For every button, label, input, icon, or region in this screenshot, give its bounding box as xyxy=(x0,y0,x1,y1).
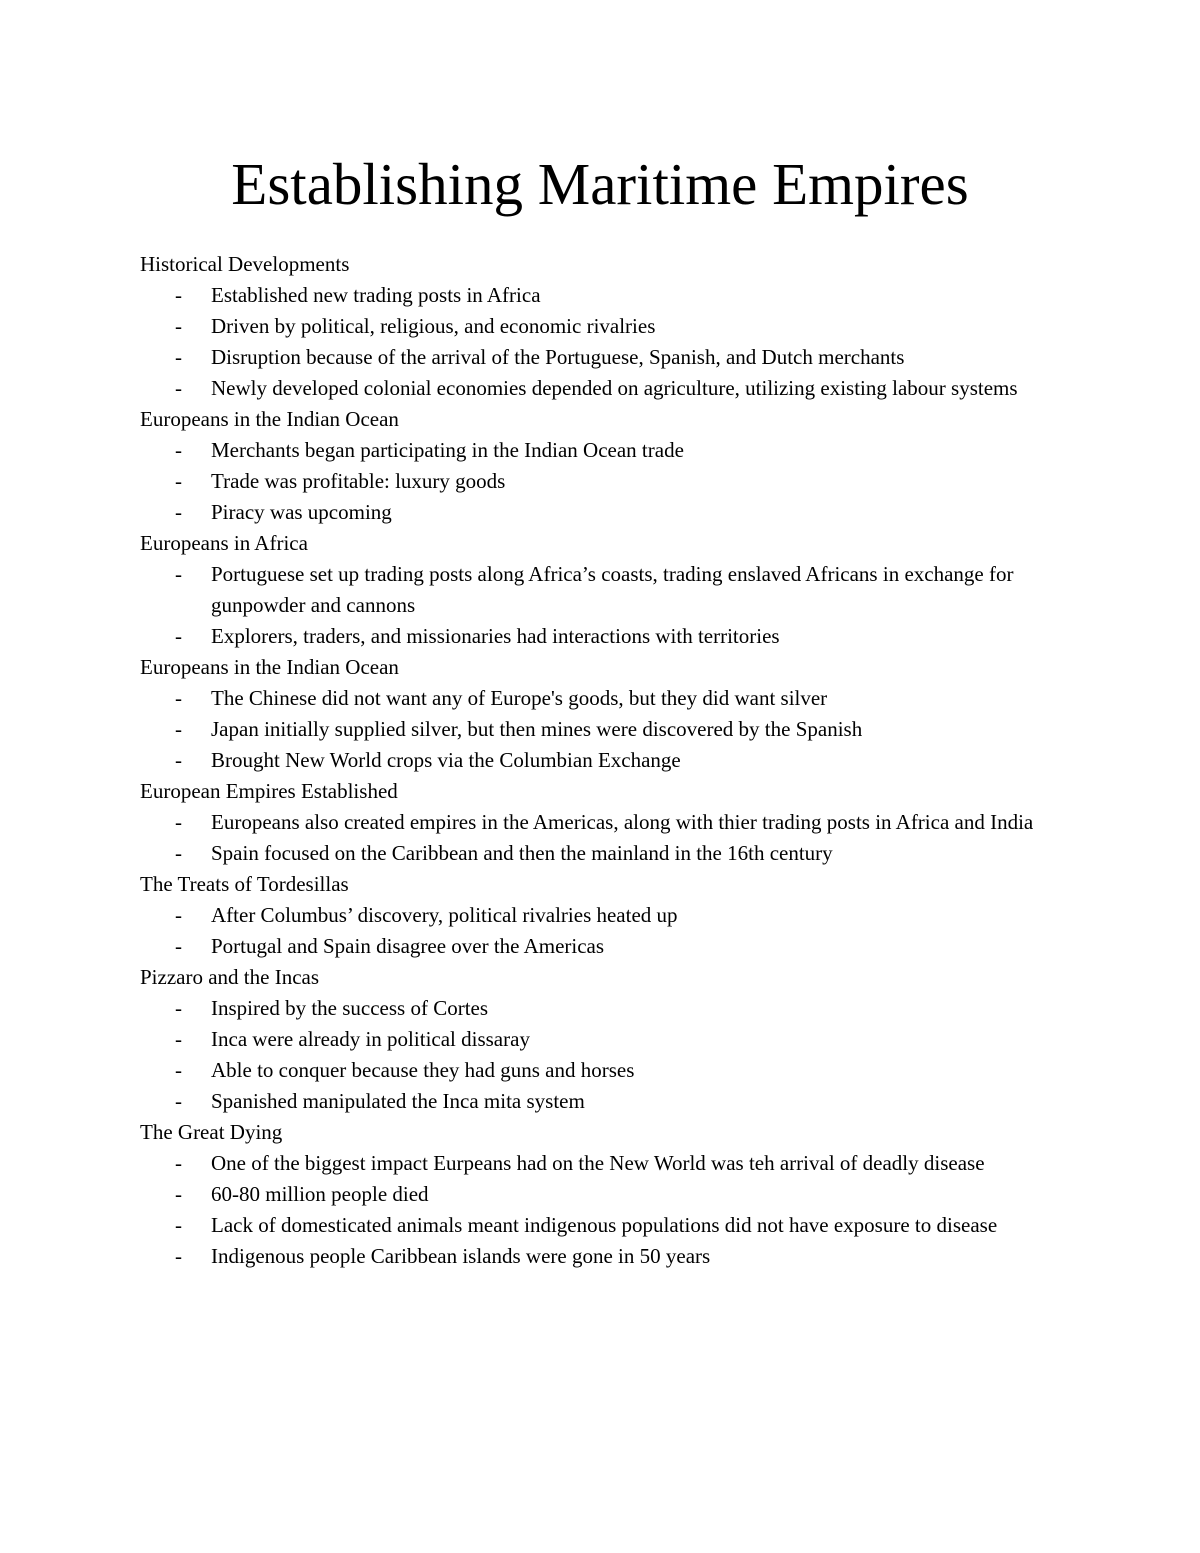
document-title: Establishing Maritime Empires xyxy=(231,151,969,217)
section xyxy=(140,962,1060,1117)
section xyxy=(140,1117,1060,1272)
bullet-list xyxy=(140,807,1060,869)
section xyxy=(140,652,1060,776)
document-body xyxy=(140,249,1060,1272)
section-heading: Pizzaro and the Incas xyxy=(140,965,320,989)
bullet-text: Disruption because of the arrival of the Portuguese, Spanish, and Dutch merchants xyxy=(211,345,905,369)
bullet-item xyxy=(140,1024,1043,1055)
dash-bullet-icon: - xyxy=(175,1027,182,1051)
dash-bullet-icon: - xyxy=(175,1151,182,1175)
section xyxy=(140,528,1060,652)
bullet-item xyxy=(140,1179,1043,1210)
bullet-text: After Columbus’ discovery, political rivalries heated up xyxy=(211,903,678,927)
bullet-item xyxy=(140,342,1043,373)
bullet-item xyxy=(140,280,1043,311)
bullet-text: Driven by political, religious, and economic rivalries xyxy=(211,314,656,338)
bullet-item xyxy=(140,1148,1043,1179)
dash-bullet-icon: - xyxy=(175,1213,182,1237)
section xyxy=(140,249,1060,404)
bullet-list xyxy=(140,993,1060,1117)
bullet-text: One of the biggest impact Eurpeans had on the New World was teh arrival of deadly disease xyxy=(211,1151,985,1175)
bullet-text: Established new trading posts in Africa xyxy=(211,283,541,307)
section-heading: Historical Developments xyxy=(140,252,350,276)
bullet-item xyxy=(140,745,1043,776)
dash-bullet-icon: - xyxy=(175,841,182,865)
dash-bullet-icon: - xyxy=(175,283,182,307)
bullet-text: Brought New World crops via the Columbian Exchange xyxy=(211,748,681,772)
dash-bullet-icon: - xyxy=(175,810,182,834)
section-heading: Europeans in the Indian Ocean xyxy=(140,655,399,679)
bullet-text: Spain focused on the Caribbean and then the mainland in the 16th century xyxy=(211,841,833,865)
dash-bullet-icon: - xyxy=(175,469,182,493)
bullet-item xyxy=(140,931,1043,962)
bullet-item xyxy=(140,838,1043,869)
bullet-item xyxy=(140,559,1043,621)
bullet-text: Europeans also created empires in the Americas, along with thier trading posts in Africa and India xyxy=(211,810,1034,834)
bullet-item xyxy=(140,1241,1043,1272)
bullet-item xyxy=(140,1210,1043,1241)
section-heading: Europeans in Africa xyxy=(140,531,308,555)
bullet-text: Merchants began participating in the Indian Ocean trade xyxy=(211,438,684,462)
section-heading: The Treats of Tordesillas xyxy=(140,872,349,896)
bullet-text: Explorers, traders, and missionaries had interactions with territories xyxy=(211,624,780,648)
bullet-text: Able to conquer because they had guns and horses xyxy=(211,1058,635,1082)
dash-bullet-icon: - xyxy=(175,1244,182,1268)
dash-bullet-icon: - xyxy=(175,624,182,648)
section-heading: Europeans in the Indian Ocean xyxy=(140,407,399,431)
bullet-list xyxy=(140,280,1060,404)
dash-bullet-icon: - xyxy=(175,1089,182,1113)
bullet-list xyxy=(140,559,1060,652)
dash-bullet-icon: - xyxy=(175,376,182,400)
bullet-list xyxy=(140,683,1060,776)
bullet-item xyxy=(140,900,1043,931)
section xyxy=(140,869,1060,962)
bullet-item xyxy=(140,373,1043,404)
dash-bullet-icon: - xyxy=(175,1182,182,1206)
dash-bullet-icon: - xyxy=(175,934,182,958)
dash-bullet-icon: - xyxy=(175,903,182,927)
section-heading: European Empires Established xyxy=(140,779,398,803)
bullet-item xyxy=(140,807,1043,838)
bullet-item xyxy=(140,466,1043,497)
dash-bullet-icon: - xyxy=(175,1058,182,1082)
bullet-item xyxy=(140,621,1043,652)
dash-bullet-icon: - xyxy=(175,686,182,710)
bullet-text: Indigenous people Caribbean islands were gone in 50 years xyxy=(211,1244,711,1268)
bullet-text: Japan initially supplied silver, but then mines were discovered by the Spanish xyxy=(211,717,863,741)
bullet-item xyxy=(140,1055,1043,1086)
dash-bullet-icon: - xyxy=(175,345,182,369)
section xyxy=(140,404,1060,528)
bullet-text: Piracy was upcoming xyxy=(211,500,392,524)
bullet-text: Spanished manipulated the Inca mita system xyxy=(211,1089,585,1113)
bullet-list xyxy=(140,435,1060,528)
dash-bullet-icon: - xyxy=(175,996,182,1020)
bullet-item xyxy=(140,1086,1043,1117)
section-heading: The Great Dying xyxy=(140,1120,283,1144)
bullet-text: Lack of domesticated animals meant indigenous populations did not have exposure to disease xyxy=(211,1213,998,1237)
bullet-list xyxy=(140,900,1060,962)
section xyxy=(140,776,1060,869)
dash-bullet-icon: - xyxy=(175,748,182,772)
bullet-text: 60-80 million people died xyxy=(211,1182,429,1206)
bullet-item xyxy=(140,435,1043,466)
bullet-text: Portuguese set up trading posts along Africa’s coasts, trading enslaved Africans in exchange for gunpowder and cannons xyxy=(211,562,1014,617)
dash-bullet-icon: - xyxy=(175,500,182,524)
bullet-text: The Chinese did not want any of Europe's goods, but they did want silver xyxy=(211,686,828,710)
bullet-text: Portugal and Spain disagree over the Americas xyxy=(211,934,605,958)
bullet-item xyxy=(140,497,1043,528)
bullet-item xyxy=(140,993,1043,1024)
dash-bullet-icon: - xyxy=(175,438,182,462)
bullet-item xyxy=(140,714,1043,745)
bullet-item xyxy=(140,311,1043,342)
bullet-list xyxy=(140,1148,1060,1272)
bullet-text: Trade was profitable: luxury goods xyxy=(211,469,506,493)
bullet-text: Inca were already in political dissaray xyxy=(211,1027,530,1051)
bullet-text: Inspired by the success of Cortes xyxy=(211,996,489,1020)
bullet-item xyxy=(140,683,1043,714)
dash-bullet-icon: - xyxy=(175,562,182,586)
dash-bullet-icon: - xyxy=(175,314,182,338)
dash-bullet-icon: - xyxy=(175,717,182,741)
bullet-text: Newly developed colonial economies depended on agriculture, utilizing existing labour systems xyxy=(211,376,1018,400)
